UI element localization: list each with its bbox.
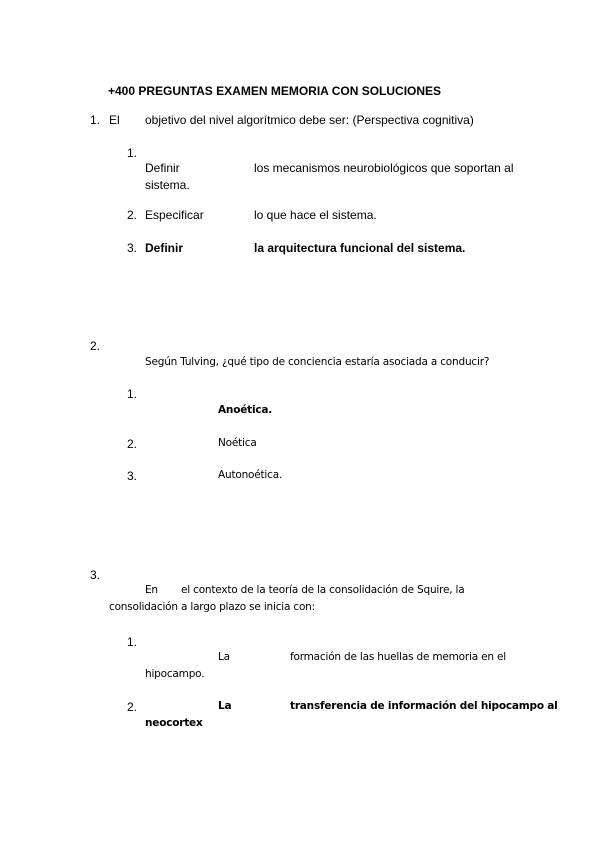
option-term: Especificar — [145, 208, 204, 222]
option-text-continuation: hipocampo. — [145, 668, 205, 680]
correct-option-text: transferencia de información del hipocampo al — [290, 700, 558, 712]
option-term: La — [218, 651, 230, 663]
question-number: 2. — [90, 339, 101, 353]
document-title: +400 PREGUNTAS EXAMEN MEMORIA CON SOLUCIONES — [108, 84, 442, 98]
question-number: 1. — [90, 113, 101, 127]
option-number: 3. — [127, 469, 138, 483]
option-term: Definir — [145, 161, 180, 175]
question-stem: el contexto de la teoría de la consolidación de Squire, la — [181, 584, 465, 596]
option-text: Noética — [218, 437, 257, 449]
correct-option-text: la arquitectura funcional del sistema. — [254, 241, 466, 255]
correct-option-term: La — [218, 700, 232, 712]
question-stem: Según Tulving, ¿qué tipo de conciencia estaría asociada a conducir? — [145, 356, 490, 368]
option-text: Autonoética. — [218, 469, 283, 481]
question-stem-lead: En — [145, 584, 158, 596]
question-stem-lead: El — [109, 113, 120, 127]
correct-option-text: Anoética. — [218, 404, 273, 416]
option-number: 1. — [127, 635, 138, 649]
option-number: 2. — [127, 208, 138, 222]
option-number: 3. — [127, 241, 138, 255]
question-stem: objetivo del nivel algorítmico debe ser: (Perspectiva cognitiva) — [145, 113, 474, 127]
correct-option-term: Definir — [145, 241, 184, 255]
correct-option-continuation: neocortex — [145, 717, 203, 729]
question-number: 3. — [90, 568, 101, 582]
option-text: lo que hace el sistema. — [254, 208, 377, 222]
option-text: formación de las huellas de memoria en el — [290, 651, 506, 663]
option-text-continuation: sistema. — [145, 178, 190, 192]
option-number: 2. — [127, 437, 138, 451]
option-number: 1. — [127, 387, 138, 401]
option-text: los mecanismos neurobiológicos que soportan al — [254, 161, 514, 175]
question-stem-continuation: consolidación a largo plazo se inicia con: — [109, 601, 315, 613]
option-number: 1. — [127, 146, 138, 160]
option-number: 2. — [127, 700, 138, 714]
